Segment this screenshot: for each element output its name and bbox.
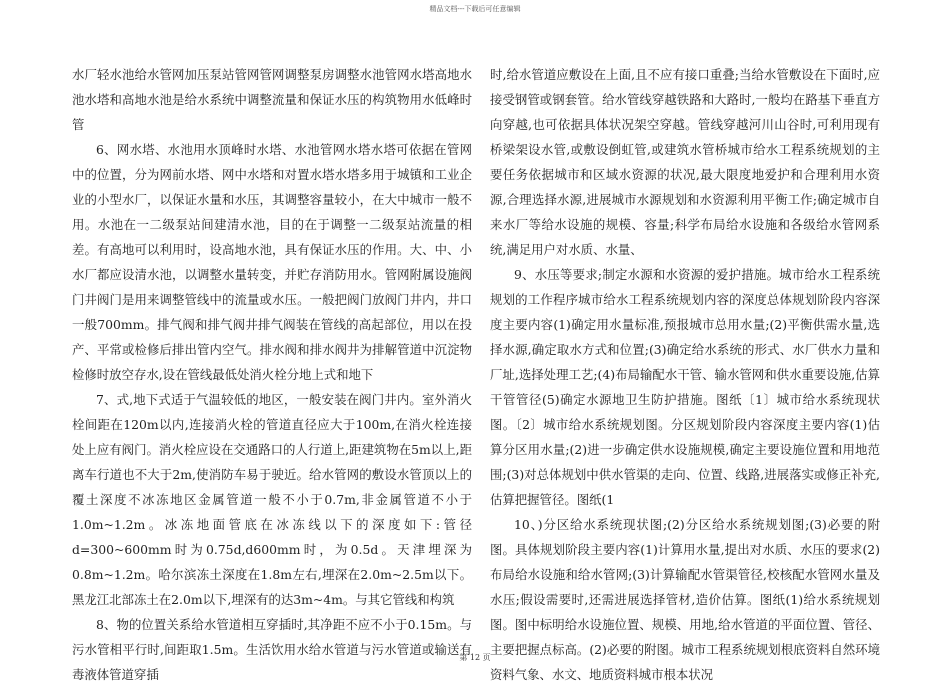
page-number: 第 12 页 xyxy=(459,653,491,662)
left-column xyxy=(72,62,472,687)
paragraph-continuation: 水厂轻水池给水管网加压泵站管网管网调整泵房调整水池管网水塔高地水池水塔和高地水池是给水系统中调整流量和保证水压的构筑物用水低峰时管 xyxy=(72,67,472,132)
paragraph-continuation-right: 时,给水管道应敷设在上面,且不应有接口重叠;当给水管敷设在下面时,应接受钢管或钢套管。给水管线穿越铁路和大路时,一般均在路基下垂直方向穿越,也可依据具体状况架空穿越。管线穿越河川山谷时,可利用现有桥梁架设水管,或敷设倒虹管,或建筑水管桥城市给水工程系统规划的主要任务依据城市和区域水资源的状况,最大限度地爱护和合理利用水资源,合理选择水源,进展城市水源规划和水资源利用平衡工作;确定城市自来水厂等给水设施的规模、容量;科学布局给水设施和各级给水管网系统,满足用户对水质、水量、 xyxy=(490,67,880,257)
paragraph-8: 8、物的位置关系给水管道相互穿插时,其净距不应不小于0.15m。与污水管相平行时,间距取1.5m。生活饮用水给水管道与污水管道或输送有毒液体管道穿插 xyxy=(72,617,472,682)
right-column xyxy=(490,62,880,687)
paragraph-9: 9、水压等要求;制定水源和水资源的爱护措施。城市给水工程系统规划的工作程序城市给水工程系统规划内容的深度总体规划阶段内容深度主要内容(1)确定用水量标准,预报城市总用水量;(2)平衡供需水量,选择水源,确定取水方式和位置;(3)确定给水系统的形式、水厂供水力量和厂址,选择处理工艺;(4)布局输配水干管、输水管网和供水重要设施,估算干管管径(5)确定水源地卫生防护措施。图纸〔1〕城市给水系统现状图。〔2〕城市给水系统规划图。分区规划阶段内容深度主要内容(1)估算分区用水量;(2)进一步确定供水设施规模,确定主要设施位置和用地范围;(3)对总体规划中供水管渠的走向、位置、线路,进展落实或修正补充,估算把握管径。图纸(1 xyxy=(490,267,880,507)
paragraph-7: 7、式,地下式适于气温较低的地区，一般安装在阀门井内。室外消火栓间距在120m以内,连接消火栓的管道直径应大于100m,在消火栓连接处上应有阀门。消火栓应设在交通路口的人行道上,距建筑物在5m以上,距离车行道也不大于2m,使消防车易于驶近。给水管网的敷设水管顶以上的覆土深度不冰冻地区金属管道一般不小于0.7m,非金属管道不小于1.0m~1.2m。冰冻地面管底在冰冻线以下的深度如下:管径d=300~600mm时为0.75d,d600mm时，为0.5d。天津埋深为0.8m~1.2m。哈尔滨冻土深度在1.8m左右,埋深在2.0m~2.5m以下。黑龙江北部冻土在2.0m以下,埋深有的达3m~4m。与其它管线和构筑 xyxy=(72,392,472,607)
paragraph-6: 6、网水塔、水池用水顶峰时水塔、水池管网水塔水塔可依据在管网中的位置，分为网前水塔、网中水塔和对置水塔水塔多用于城镇和工业企业的小型水厂，以保证水量和水压，其调整容量较小，在大中城市一般不用。水池在一二级泵站间建清水池，目的在于调整一二级泵站流量的相差。有高地可以利用时，设高地水池，具有保证水压的作用。大、中、小水厂都应设清水池，以调整水量转变，并贮存消防用水。管网附属设施阀门井阀门是用来调整管线中的流量或水压。一般把阀门放阀门井内，井口一般700mm。排气阀和排气阀井排气阀装在管线的高起部位，用以在投产、平常或检修后排出管内空气。排水阀和排水阀井为排解管道中沉淀物检修时放空存水,设在管线最低处消火栓分地上式和地下 xyxy=(72,142,472,382)
page-header: 精品文档---下载后可任意编辑 xyxy=(429,5,521,13)
paragraph-10: 10、)分区给水系统现状图;(2)分区给水系统规划图;(3)必要的附图。具体规划阶段主要内容(1)计算用水量,提出对水质、水压的要求(2)布局给水设施和给水管网;(3)计算输配水管渠管径,校核配水管网水量及水压;假设需要时,还需进展选择管材,造价估算。图纸(1)给水系统规划图。图中标明给水设施位置、规模、用地,给水管道的平面位置、管径、主要把握点标高。(2)必要的附图。城市工程系统规划根底资料自然环境资料气象、水文、地质资料城市根本状况 xyxy=(490,517,880,682)
